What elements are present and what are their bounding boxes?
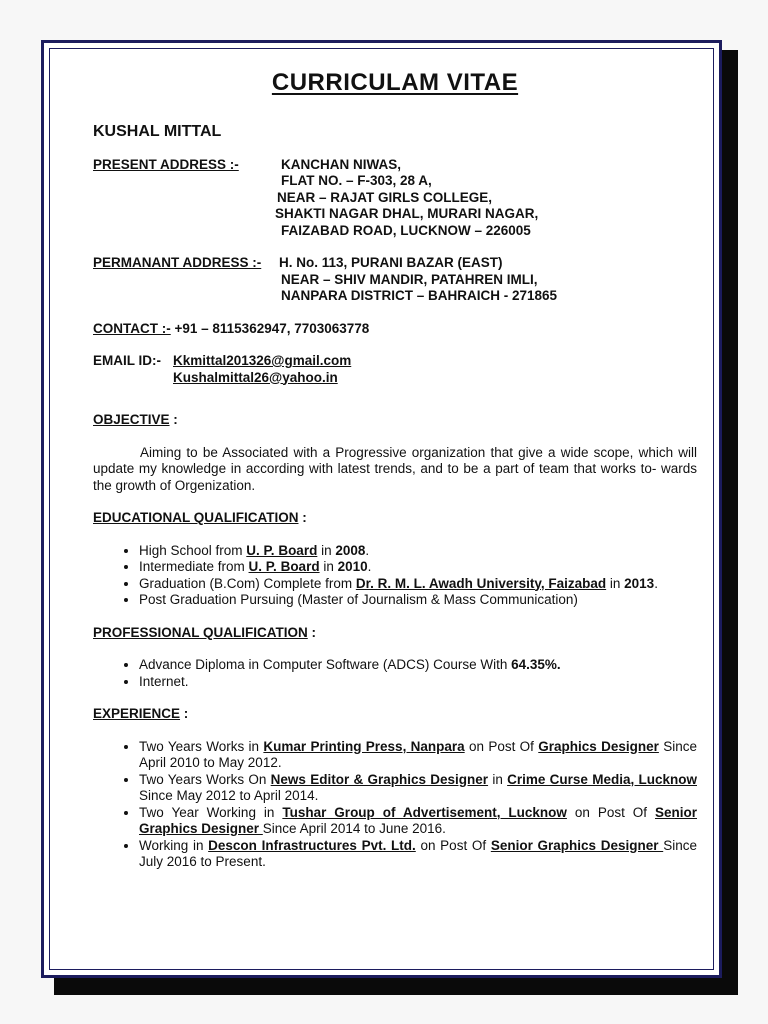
list-item: • Internet. (139, 674, 697, 691)
permanent-address-label-wrap (93, 255, 281, 305)
email-block (93, 353, 697, 386)
experience-heading: EXPERIENCE : (93, 706, 189, 721)
education-heading: EDUCATIONAL QUALIFICATION : (93, 510, 307, 525)
list-item: • Two Years Works On News Editor & Graphics Designer in Crime Curse Media, Lucknow Since May 2012 to April 2014. (139, 772, 697, 805)
resume-content (93, 68, 697, 871)
professional-list (93, 657, 697, 690)
address-line: NEAR – SHIV MANDIR, PATAHREN IMLI, (281, 271, 538, 287)
address-line: NANPARA DISTRICT – BAHRAICH - 271865 (281, 288, 558, 303)
address-line: KANCHAN NIWAS, (281, 156, 401, 172)
address-line: H. No. 113, PURANI BAZAR (EAST) (279, 255, 503, 270)
email-label: EMAIL ID:- (93, 353, 161, 368)
email-values (173, 353, 351, 386)
permanent-address-label: PERMANANT ADDRESS :- (93, 255, 262, 270)
list-item: • Post Graduation Pursuing (Master of Journalism & Mass Communication) (139, 592, 697, 609)
objective-heading: OBJECTIVE : (93, 412, 178, 427)
list-item: • Two Year Working in Tushar Group of Advertisement, Lucknow on Post Of Senior Graphics Designer Since April 2014 to June 2016. (139, 805, 697, 838)
list-item: • Graduation (B.Com) Complete from Dr. R. M. L. Awadh University, Faizabad in 2013. (139, 576, 697, 593)
experience-list (93, 739, 697, 871)
address-line: NEAR – RAJAT GIRLS COLLEGE, (277, 189, 493, 205)
document-title: CURRICULAM VITAE (271, 69, 519, 96)
list-item: • Two Years Works in Kumar Printing Press, Nanpara on Post Of Graphics Designer Since April 2010 to May 2012. (139, 739, 697, 772)
contact-line (93, 321, 697, 338)
present-address-label: PRESENT ADDRESS :- (93, 156, 239, 172)
list-item: • Working in Descon Infrastructures Pvt. Ltd. on Post Of Senior Graphics Designer Since July 2016 to Present. (139, 838, 697, 871)
email-link[interactable]: Kkmittal201326@gmail.com (173, 353, 352, 368)
list-item: • Advance Diploma in Computer Software (ADCS) Course With 64.35%. (139, 657, 697, 674)
professional-heading: PROFESSIONAL QUALIFICATION : (93, 624, 317, 640)
address-line: SHAKTI NAGAR DHAL, MURARI NAGAR, (275, 206, 539, 221)
list-item: • High School from U. P. Board in 2008. (139, 543, 697, 560)
candidate-name: KUSHAL MITTAL (93, 123, 222, 140)
objective-text: Aiming to be Associated with a Progressive organization that give a wide scope, which will update my knowledge in according with latest trends, and to be a part of team that works to- wards the growth of Orgenization. (93, 444, 697, 493)
email-link[interactable]: Kushalmittal26@yahoo.in (173, 369, 338, 385)
permanent-address (93, 255, 697, 305)
list-item: • Intermediate from U. P. Board in 2010. (139, 559, 697, 576)
address-line: FLAT NO. – F-303, 28 A, (281, 173, 432, 188)
present-address-lines (275, 156, 539, 240)
education-list (93, 543, 697, 609)
address-line: FAIZABAD ROAD, LUCKNOW – 226005 (281, 222, 531, 238)
present-address (93, 157, 697, 240)
permanent-address-lines (281, 255, 557, 305)
contact-label: CONTACT :- (93, 320, 171, 336)
contact-value: +91 – 8115362947, 7703063778 (170, 320, 370, 336)
